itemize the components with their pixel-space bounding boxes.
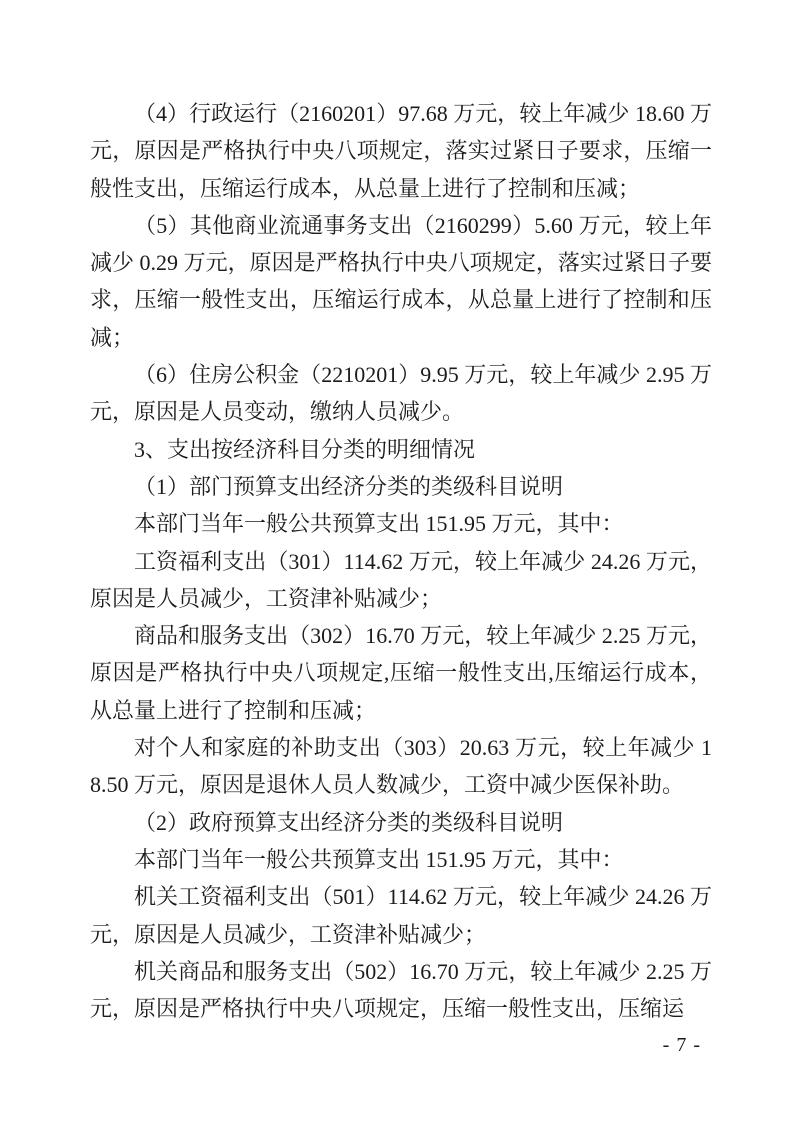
- paragraph: （1）部门预算支出经济分类的类级科目说明: [134, 473, 564, 499]
- paragraph: 对个人和家庭的补助支出（303）20.63 万元，较上年减少 18.50 万元，原因是退休人员人数减少，工资中减少医保补助。: [90, 735, 712, 798]
- document-body: [90, 95, 712, 1027]
- paragraph: 本部门当年一般公共预算支出 151.95 万元，其中：: [134, 846, 624, 872]
- paragraph: （5）其他商业流通事务支出（2160299）5.60 万元，较上年减少 0.29 万元，原因是严格执行中央八项规定，落实过紧日子要求，压缩一般性支出，压缩运行成本，从总量上进行了控制和压减；: [90, 212, 712, 350]
- paragraph: （6）住房公积金（2210201）9.95 万元，较上年减少 2.95 万元，原因是人员变动，缴纳人员减少。: [90, 362, 712, 425]
- paragraph: （4）行政运行（2160201）97.68 万元，较上年减少 18.60 万元，原因是严格执行中央八项规定，落实过紧日子要求，压缩一般性支出，压缩运行成本，从总量上进行了控制和压减；: [90, 101, 712, 201]
- page-number: - 7 -: [662, 1034, 701, 1056]
- paragraph: 机关工资福利支出（501）114.62 万元，较上年减少 24.26 万元，原因是人员减少，工资津补贴减少；: [90, 884, 712, 947]
- paragraph: （2）政府预算支出经济分类的类级科目说明: [134, 809, 564, 835]
- paragraph: 本部门当年一般公共预算支出 151.95 万元，其中：: [134, 511, 624, 537]
- paragraph: 商品和服务支出（302）16.70 万元，较上年减少 2.25 万元，原因是严格执行中央八项规定,压缩一般性支出,压缩运行成本，从总量上进行了控制和压减；: [90, 623, 712, 723]
- paragraph: 工资福利支出（301）114.62 万元，较上年减少 24.26 万元，原因是人员减少，工资津补贴减少；: [90, 548, 712, 611]
- paragraph: 机关商品和服务支出（502）16.70 万元，较上年减少 2.25 万元，原因是严格执行中央八项规定，压缩一般性支出，压缩运: [90, 958, 712, 1022]
- paragraph: 3、支出按经济科目分类的明细情况: [134, 436, 476, 462]
